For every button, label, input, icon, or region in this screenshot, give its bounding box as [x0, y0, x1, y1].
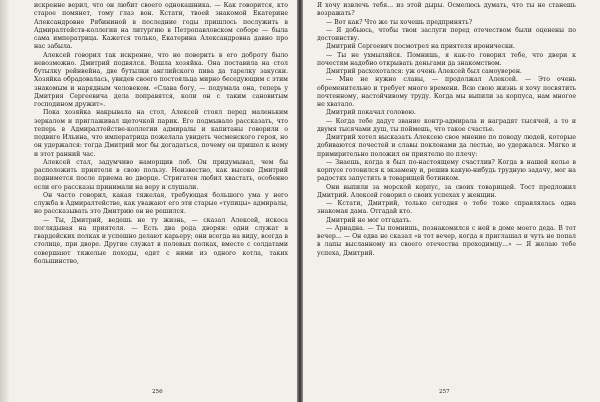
right-page: [303, 0, 600, 402]
right-paragraph: Дмитрий покачал головою.: [326, 109, 416, 117]
left-page: [0, 0, 297, 402]
right-paragraph: — Я добьюсь, чтобы твои заслуги перед отечеством были оценены по достоинству.: [317, 26, 576, 42]
right-paragraph: — Ты не ухмыляйся. Помнишь, я как-то говорил тебе, что двери к почестям надобно открывать деньгами да знакомством.: [317, 51, 576, 67]
left-paragraph: искренне верил, что он любит своего однокашника. — Как говорится, кто старое помянет, тому глаз вон. Кстати, твоей знакомой Екатерине Александровне Рябининой в последние годы пришлось послужить в Адмиралтейств-коллегии на литургию в Петропавловском соборе — была сама императрица. Кажется только, Екатерина Александровна давно про нас забыла.: [34, 2, 288, 51]
left-paragraph: Пока хозяйка накрывала на стол, Алексей стоял перед маленьким зеркалом и приглаживал щеточкой парик. Его подмывало рассказать, что теперь в Адмиралтействе-коллегии адмиралы и капитаны говорили о подвиге Ильина, что императрица пожелала увидеть чесменского героя, но он удержался: тогда Дмитрий мог бы догадаться, почему он пришел к нему и этот ранний час.: [34, 109, 288, 158]
right-paragraph: — Ариадна. — Ты помнишь, познакомился с ней в доме моего деда. В тот вечер... — Он едва не сказал «в тот вечер, когда я приглашал и чуть не попал в лапы высланному из своего отечества проходимцу...» — Я желаю тебе успеха, Дмитрий.: [317, 224, 576, 257]
left-page-number: 256: [152, 389, 163, 395]
right-paragraph: — Вот как? Что же ты хочешь предпринять?: [326, 18, 473, 26]
right-paragraph: — Знаешь, когда я был по-настоящему счастлив? Когда в нашей келье в корпусе готовился к экзамену и, решив какую-нибудь трудную задачу, мог на радостях запустить в товарищей ботинком.: [317, 158, 576, 183]
left-paragraph: Алексей говорил так искренне, что не поверить в его доброту было невозможно. Дмитрий подвялся. Вошла хозяйка. Она поставила на стол бутылку рейнвейна, две бутылки английского пива да тарелку закуски. Хозяйка обрадовалась, увидев своего постояльца мирно беседующим с этим знакомым и нарядным человеком. «Слава богу, — подумала она, теперь у Дмитрия Сергеевича дела поправятся, коли он с таким сановитым господином дружит».: [34, 51, 288, 108]
page-edge-shadow: [0, 0, 10, 402]
right-paragraph: Они выпили за морской корпус, за своих товарищей. Тост предложил Дмитрий. Алексей говорил о своих успехах у женщин.: [317, 183, 576, 199]
right-paragraph: Дмитрий не мог отгадать.: [326, 216, 412, 224]
left-paragraph: — Ты, Дмитрий, ведешь не ту жизнь, — сказал Алексей, искоса поглядывая на приятеля. — Есть два рода дворян: одни служат в гвардейских полках и успешно делают карьеру; они всегда на виду, всегда в столице, при дворе. Другие служат в полевых полках, вместе с солдатами совершают тяжелые походы, едят с ними из одного котла, таких большинство,: [34, 216, 288, 265]
right-paragraph: — Мне не нужно славы, — продолжал Алексей. — Это очень обременительно и требует много времени. Всю свою жизнь я хочу посвятить почтенному, настойчивому труду. Когда мы выпили за корпуса, нам многое не хватало.: [317, 76, 576, 108]
right-paragraph: Я хочу извлечь тебя... из этой дыры. Осмелюсь думать, что ты не станешь возражать?: [317, 2, 576, 18]
right-paragraph: Дмитрий хотел высказать Алексею свое мнение по поводу людей, которые добиваются почестей и славы поклонами да лестью, но удержался. Мягко и примирительно положил он приятелю по плечу:: [317, 134, 576, 158]
left-paragraph: Алексей стал, задумчиво наморщив лоб. Он придумывал, чем бы расположить приятеля в свою пользу. Неизвестно, как высоко Дмитрий поднимется после приема во дворце. Стригатен любил хвастать, особенно если его рассказы принимали на веру и слушали.: [34, 158, 288, 191]
right-paragraph: — Кстати, Дмитрий, только сегодня о тебе тоже справлялась одна знакомая дама. Отгадай кто.: [317, 200, 576, 216]
right-paragraph: Дмитрий расхохотался: уж очень Алексей был самоуверен.: [326, 68, 522, 75]
right-paragraph: — Когда тебе дадут звание контр-адмирала и наградят тысячей, а то и двумя тысячами душ, ты поймешь, что такое счастье.: [317, 117, 576, 133]
right-paragraph: Дмитрий Сергеевич посмотрел на приятеля иронически.: [326, 43, 515, 51]
right-page-number: 257: [439, 389, 450, 395]
left-paragraph: Он часто говорил, какая тяжелая, требующая большого ума у него служба в Адмиралтействе, как уважают его эти старые «тупицы» адмиралы, но рассказывать это Дмитрию он не решился.: [34, 191, 288, 216]
